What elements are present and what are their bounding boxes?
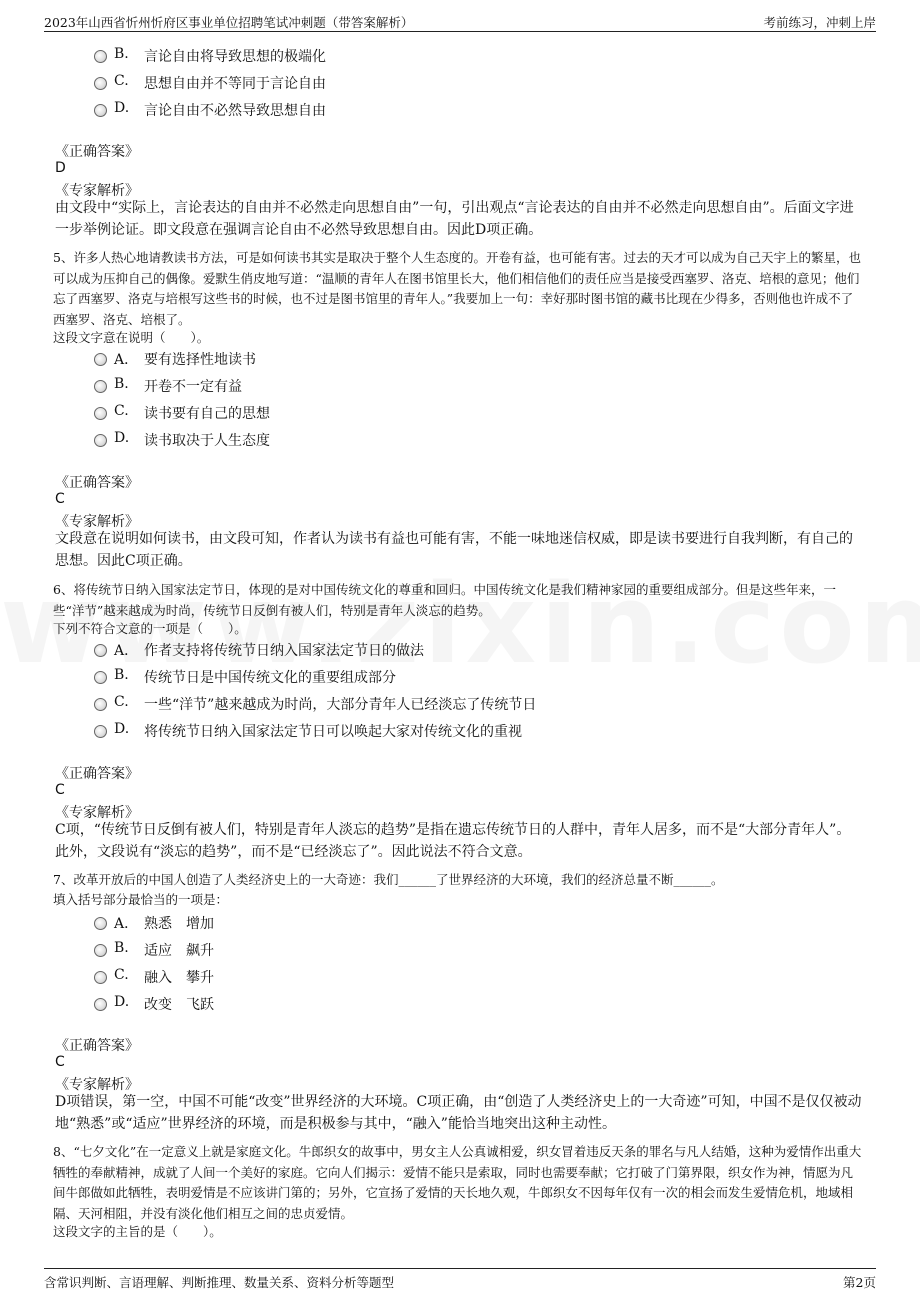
radio-icon[interactable] [94, 971, 107, 984]
option-letter: D. [114, 100, 130, 116]
radio-icon[interactable] [94, 698, 107, 711]
q5-analysis: 文段意在说明如何读书，由文段可知，作者认为读书有益也可能有害，不能一味地迷信权威，即是读书要进行自我判断，有自己的思想。因此C项正确。 [55, 531, 853, 569]
option-text: 改变 飞跃 [144, 997, 214, 1013]
option-letter: B. [114, 376, 129, 392]
q5-stem: 5、许多人热心地请教读书方法，可是如何读书其实是取决于整个人生态度的。开卷有益，也可能有害。过去的天才可以成为自己天宇上的繁星，也可以成为压抑自己的偶像。爱默生俏皮地写道：“温顺的青年人在图书馆里长大，他们相信他们的责任应当是接受西塞罗、洛克、培根的意见；他们忘了西塞罗、洛克与培根写这些书的时候，也不过是图书馆里的青年人。”我要加上一句：幸好那时图书馆的藏书比现在少得多，否则他也许成不了西塞罗、洛克、培根了。 [53, 250, 861, 327]
q7-prompt: 填入括号部分最恰当的一项是： [53, 892, 229, 907]
option-text: 作者支持将传统节日纳入国家法定节日的做法 [144, 643, 424, 659]
radio-icon[interactable] [94, 77, 107, 90]
page-number: 第2页 [843, 1275, 876, 1290]
option-letter: C. [114, 403, 129, 419]
page-header [44, 9, 876, 32]
q4-analysis: 由文段中“实际上，言论表达的自由并不必然走向思想自由”一句，引出观点“言论表达的自由并不必然走向思想自由”。后面文字进一步举例论证。即文段意在强调言论自由不必然导致思想自由。因此D项正确。 [55, 200, 854, 238]
header-slogan: 考前练习，冲刺上岸 [763, 15, 876, 30]
radio-icon[interactable] [94, 998, 107, 1011]
option-letter: A． [114, 916, 139, 932]
option-text: 一些“洋节”越来越成为时尚，大部分青年人已经淡忘了传统节日 [144, 697, 537, 713]
option-letter: C. [114, 967, 129, 983]
option-text: 读书取决于人生态度 [144, 433, 270, 449]
radio-icon[interactable] [94, 407, 107, 420]
q7-analysis: D项错误，第一空，中国不可能“改变”世界经济的大环境。C项正确，由“创造了人类经济史上的一大奇迹”可知，中国不是仅仅被动地“熟悉”或“适应”世界经济的环境，而是积极参与其中，“融入”能恰当地突出这种主动性。 [55, 1094, 862, 1132]
q6-answer-label: 《正确答案》 [55, 766, 139, 782]
option-text: 要有选择性地读书 [144, 352, 256, 368]
radio-icon[interactable] [94, 434, 107, 447]
option-text: 传统节日是中国传统文化的重要组成部分 [144, 670, 396, 686]
option-letter: B. [114, 46, 129, 62]
q4-answer: D [55, 160, 66, 176]
option-letter: D. [114, 721, 130, 737]
radio-icon[interactable] [94, 50, 107, 63]
option-text: 言论自由不必然导致思想自由 [144, 103, 326, 119]
option-letter: B. [114, 667, 129, 683]
option-letter: A． [114, 352, 139, 368]
option-text: 熟悉 增加 [144, 916, 214, 932]
option-letter: D. [114, 994, 130, 1010]
option-text: 融入 攀升 [144, 970, 214, 986]
option-text: 言论自由将导致思想的极端化 [144, 49, 326, 65]
radio-icon[interactable] [94, 353, 107, 366]
option-letter: D. [114, 430, 130, 446]
q6-answer: C [55, 782, 65, 798]
q5-answer: C [55, 491, 65, 507]
q5-analysis-label: 《专家解析》 [55, 514, 139, 530]
document-title: 2023年山西省忻州忻府区事业单位招聘笔试冲刺题（带答案解析） [44, 15, 414, 30]
q7-analysis-label: 《专家解析》 [55, 1077, 139, 1093]
q4-analysis-label: 《专家解析》 [55, 183, 139, 199]
q6-analysis: C项，“传统节日反倒有被人们，特别是青年人淡忘的趋势”是指在遗忘传统节日的人群中，青年人居多，而不是“大部分青年人”。此外，文段说有“淡忘的趋势”，而不是“已经淡忘了”。因此说法不符合文意。 [55, 822, 851, 860]
option-letter: C. [114, 694, 129, 710]
q4-answer-label: 《正确答案》 [55, 144, 139, 160]
q6-prompt: 下列不符合文意的一项是（ ）。 [53, 621, 247, 636]
radio-icon[interactable] [94, 917, 107, 930]
option-text: 读书要有自己的思想 [144, 406, 270, 422]
q6-stem: 6、将传统节日纳入国家法定节日，体现的是对中国传统文化的尊重和回归。中国传统文化是我们精神家园的重要组成部分。但是这些年来，一些“洋节”越来越成为时尚，传统节日反倒有被人们，特别是青年人淡忘的趋势。 [53, 582, 836, 618]
radio-icon[interactable] [94, 944, 107, 957]
q7-answer-label: 《正确答案》 [55, 1038, 139, 1054]
q5-answer-label: 《正确答案》 [55, 475, 139, 491]
q5-prompt: 这段文字意在说明（ ）。 [53, 330, 210, 345]
option-letter: C. [114, 73, 129, 89]
footer-categories: 含常识判断、言语理解、判断推理、数量关系、资料分析等题型 [44, 1275, 395, 1290]
page-footer [44, 1268, 876, 1293]
radio-icon[interactable] [94, 644, 107, 657]
option-text: 适应 飙升 [144, 943, 214, 959]
radio-icon[interactable] [94, 380, 107, 393]
q7-stem: 7、改革开放后的中国人创造了人类经济史上的一大奇迹：我们______了世界经济的大环境，我们的经济总量不断______。 [53, 872, 724, 887]
q8-prompt: 这段文字的主旨的是（ ）。 [53, 1224, 222, 1239]
option-text: 思想自由并不等同于言论自由 [144, 76, 326, 92]
option-text: 将传统节日纳入国家法定节日可以唤起大家对传统文化的重视 [144, 724, 522, 740]
option-text: 开卷不一定有益 [144, 379, 242, 395]
option-letter: A． [114, 643, 139, 659]
radio-icon[interactable] [94, 725, 107, 738]
radio-icon[interactable] [94, 671, 107, 684]
radio-icon[interactable] [94, 104, 107, 117]
q6-analysis-label: 《专家解析》 [55, 805, 139, 821]
q7-answer: C [55, 1054, 65, 1070]
q8-stem: 8、“七夕文化”在一定意义上就是家庭文化。牛郎织女的故事中，男女主人公真诚相爱，织女冒着违反天条的罪名与凡人结婚，这种为爱情作出重大牺牲的奉献精神，成就了人间一个美好的家庭。它向人们揭示：爱情不能只是索取，同时也需要奉献；它打破了门第界限，织女作为神，情愿为凡间牛郎做如此牺牲，表明爱情是不应该讲门第的；另外，它宣扬了爱情的天长地久观，牛郎织女不因每年仅有一次的相会而发生爱情危机，地域相隔、天河相阻，并没有淡化他们相互之间的忠贞爱情。 [53, 1144, 862, 1221]
option-letter: B. [114, 940, 129, 956]
